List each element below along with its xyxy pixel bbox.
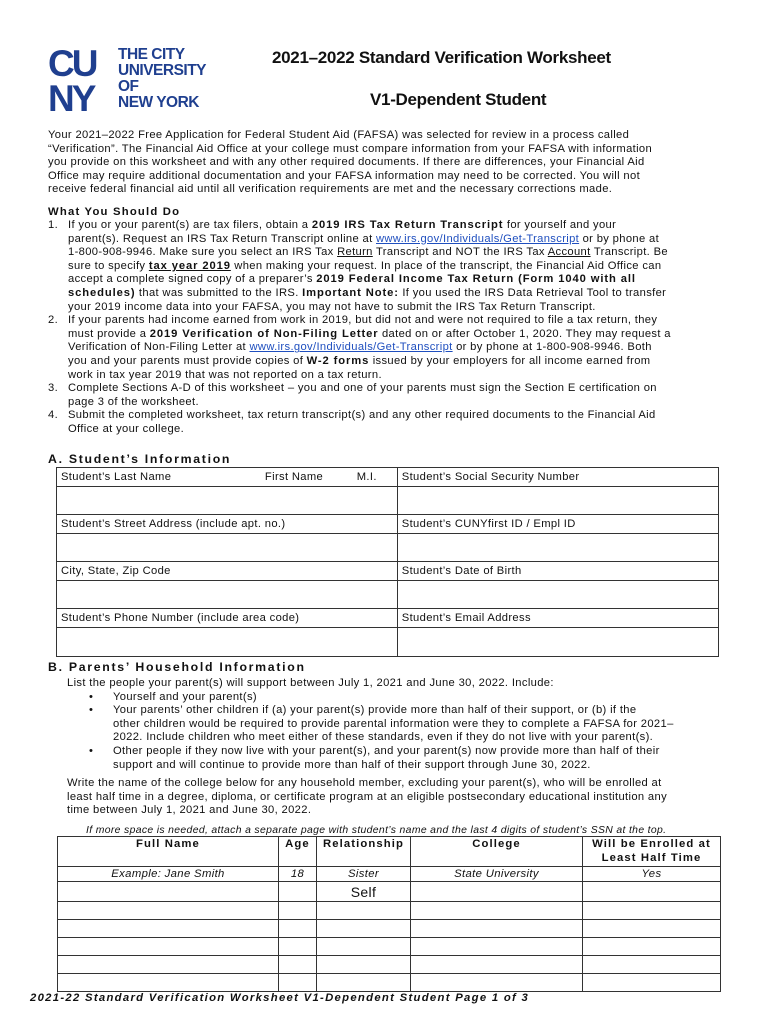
name-labels-cell xyxy=(57,468,398,487)
step-text: dated on or after October 1, 2020. They may request a xyxy=(378,327,671,340)
extra-space-note: If more space is needed, attach a separate page with student’s name and the last 4 digits of student’s SSN at the top. xyxy=(86,825,667,836)
step-text: parent(s). Request an IRS Tax Return Transcript online at xyxy=(68,232,376,245)
example-row xyxy=(58,867,721,882)
household-row-self xyxy=(58,882,721,902)
student-phone-field[interactable] xyxy=(57,628,398,657)
col-age: Age xyxy=(279,837,317,867)
household-name-field[interactable] xyxy=(58,974,279,992)
household-college-field[interactable] xyxy=(411,956,583,974)
step-number: 4. xyxy=(48,409,59,422)
step-text: your 2019 income data into your FAFSA, you may not have to submit the IRS Tax Return Transcript. xyxy=(68,300,596,313)
household-age-field[interactable] xyxy=(279,938,317,956)
step-text: when making your request. In place of the transcript, the Financial Aid Office can xyxy=(230,259,662,272)
step-bold: schedules) xyxy=(68,286,136,299)
step-1 xyxy=(48,219,671,314)
svg-text:CU: CU xyxy=(48,45,96,84)
step-text: If you used the IRS Data Retrieval Tool to transfer xyxy=(398,286,667,299)
bullet-text: support and will continue to provide more than half of their support through June 30, 2022. xyxy=(113,758,591,771)
step-bold: Important Note: xyxy=(302,286,399,299)
household-college-field[interactable] xyxy=(411,902,583,920)
step-4 xyxy=(48,409,671,436)
household-college-field[interactable] xyxy=(411,938,583,956)
bullet: • xyxy=(89,690,94,703)
bullet-text: 2022. Include children who meet either of these standards, even if they do not live with your parent(s). xyxy=(113,731,654,744)
step-text: accept a complete signed copy of a preparer’s xyxy=(68,273,317,286)
cuny-logo-wordmark xyxy=(118,47,206,111)
intro-line: receive federal financial aid until all verification requirements are met and the necessary corrections made. xyxy=(48,183,613,196)
household-enrolled-field[interactable] xyxy=(583,938,721,956)
step-bold: 2019 Verification of Non-Filing Letter xyxy=(149,327,379,340)
student-ssn-field[interactable] xyxy=(397,487,718,515)
household-enrolled-field[interactable] xyxy=(583,902,721,920)
irs-nonfiling-link[interactable]: www.irs.gov/Individuals/Get-Transcript xyxy=(249,341,453,354)
step-bold: 2019 IRS Tax Return Transcript xyxy=(311,219,504,231)
logo-line-2: UNIVERSITY xyxy=(118,62,207,79)
irs-transcript-link[interactable]: www.irs.gov/Individuals/Get-Transcript xyxy=(376,232,580,245)
step-text: Submit the completed worksheet, tax return transcript(s) and any other required documents to the Financial Aid xyxy=(68,409,656,422)
cuny-logo-mark xyxy=(48,45,112,113)
household-row xyxy=(58,920,721,938)
mi-label: M.I. xyxy=(356,471,377,483)
household-enrolled-field[interactable] xyxy=(583,920,721,938)
intro-line: Office may require additional documentation and your FAFSA information may need to be corrected. You will not xyxy=(48,169,641,182)
address-label: Student’s Street Address (include apt. no.) xyxy=(57,515,398,534)
household-row xyxy=(58,902,721,920)
logo-line-4: NEW YORK xyxy=(118,94,199,111)
household-enrolled-field[interactable] xyxy=(583,882,721,902)
last-name-label: Student’s Last Name xyxy=(61,471,172,483)
student-name-field[interactable] xyxy=(57,487,398,515)
step-text: Complete Sections A-D of this worksheet – you and one of your parents must sign the Section E certification on xyxy=(68,382,657,395)
cuny-logo xyxy=(48,45,207,115)
ssn-label: Student’s Social Security Number xyxy=(397,468,718,487)
household-name-field[interactable] xyxy=(58,902,279,920)
col-college: College xyxy=(411,837,583,867)
step-bold: W-2 forms xyxy=(306,354,370,367)
step-text: If you or your parent(s) are tax filers, obtain a xyxy=(68,219,312,231)
bullet: • xyxy=(89,704,94,717)
step-number: 2. xyxy=(48,314,59,327)
section-b-heading: B. Parents’ Household Information xyxy=(48,660,306,674)
step-text: sure to specify xyxy=(68,259,149,272)
household-age-field[interactable] xyxy=(279,956,317,974)
household-name-field[interactable] xyxy=(58,956,279,974)
household-college-field[interactable] xyxy=(411,882,583,902)
bullet-text: Other people if they now live with your parent(s), and your parent(s) now provide more than half of their xyxy=(113,744,660,757)
household-age-field[interactable] xyxy=(279,974,317,992)
svg-text:NY: NY xyxy=(48,78,94,113)
email-label: Student’s Email Address xyxy=(397,609,718,628)
household-name-field[interactable] xyxy=(58,882,279,902)
step-text: page 3 of the worksheet. xyxy=(68,395,199,408)
step-text: must provide a xyxy=(68,327,150,340)
section-a-heading: A. Student’s Information xyxy=(48,452,232,466)
household-age-field[interactable] xyxy=(279,920,317,938)
page-title: 2021–2022 Standard Verification Worksheet xyxy=(272,48,611,67)
college-instruction: time between July 1, 2021 and June 30, 2022. xyxy=(67,804,312,817)
household-row xyxy=(58,956,721,974)
college-instruction: Write the name of the college below for any household member, excluding your parent(s), who will be enrolled at xyxy=(67,777,662,790)
household-name-field[interactable] xyxy=(58,920,279,938)
household-name-field[interactable] xyxy=(58,938,279,956)
step-text: or by phone at xyxy=(579,232,660,245)
first-name-label: First Name xyxy=(264,471,324,483)
phone-label: Student’s Phone Number (include area code) xyxy=(57,609,398,628)
example-name: Example: Jane Smith xyxy=(58,867,279,882)
step-text: Office at your college. xyxy=(68,422,185,435)
example-relationship: Sister xyxy=(317,867,411,882)
household-relationship-field[interactable] xyxy=(317,920,411,938)
household-enrolled-field[interactable] xyxy=(583,956,721,974)
section-b-instructions xyxy=(67,677,674,818)
example-college: State University xyxy=(411,867,583,882)
household-relationship-field[interactable] xyxy=(317,956,411,974)
student-email-field[interactable] xyxy=(397,628,718,657)
household-relationship-self: Self xyxy=(317,882,411,902)
step-text: you and your parents must provide copies of xyxy=(68,354,307,367)
dob-label: Student’s Date of Birth xyxy=(397,562,718,581)
step-underline: Return xyxy=(337,246,373,259)
intro-line: “Verification”. The Financial Aid Office at your college must compare information from your FAFSA with information xyxy=(48,142,653,155)
bullet-text: other children would be required to provide parental information were they to complete a FAFSA for 2021– xyxy=(113,717,674,730)
student-dob-field[interactable] xyxy=(397,581,718,609)
col-relationship: Relationship xyxy=(317,837,411,867)
intro-paragraph xyxy=(48,129,652,197)
page-subtitle: V1-Dependent Student xyxy=(370,90,547,109)
logo-line-1: THE CITY xyxy=(118,46,185,63)
col-full-name: Full Name xyxy=(58,837,279,867)
step-text: Verification of Non-Filing Letter at xyxy=(68,341,250,354)
household-table xyxy=(57,836,721,992)
cunyfirst-label: Student’s CUNYfirst ID / Empl ID xyxy=(397,515,718,534)
household-row xyxy=(58,974,721,992)
household-age-field[interactable] xyxy=(279,882,317,902)
household-relationship-field[interactable] xyxy=(317,974,411,992)
col-enrolled-line: Will be Enrolled at xyxy=(592,838,711,850)
household-age-field[interactable] xyxy=(279,902,317,920)
steps-list xyxy=(48,219,671,437)
household-enrolled-field[interactable] xyxy=(583,974,721,992)
col-enrolled xyxy=(583,837,721,867)
step-text: that was submitted to the IRS. xyxy=(135,286,303,299)
household-college-field[interactable] xyxy=(411,920,583,938)
intro-line: Your 2021–2022 Free Application for Federal Student Aid (FAFSA) was selected for review in a process called xyxy=(48,129,630,141)
step-text: for yourself and your xyxy=(503,219,617,231)
step-3 xyxy=(48,382,671,409)
student-cunyfirst-field[interactable] xyxy=(397,534,718,562)
step-bold: 2019 Federal Income Tax Return (Form 1040 with all xyxy=(316,273,636,286)
step-text: issued by your employers for all income earned from xyxy=(369,354,651,367)
step-text: or by phone at 1-800-908-9946. Both xyxy=(452,341,652,354)
step-number: 1. xyxy=(48,219,59,231)
bullet-text: Your parents’ other children if (a) your parent(s) provide more than half of their support, or (b) if the xyxy=(113,704,637,717)
step-bold-underline: tax year 2019 xyxy=(148,259,231,272)
step-2 xyxy=(48,314,671,382)
student-address-field[interactable] xyxy=(57,534,398,562)
example-enrolled: Yes xyxy=(583,867,721,882)
step-text: 1-800-908-9946. Make sure you select an IRS Tax xyxy=(68,246,338,259)
page-footer: 2021-22 Standard Verification Worksheet V1-Dependent Student Page 1 of 3 xyxy=(30,992,530,1004)
city-label: City, State, Zip Code xyxy=(57,562,398,581)
college-instruction: least half time in a degree, diploma, or certificate program at an eligible postsecondary educational institution any xyxy=(67,790,668,803)
bullet: • xyxy=(89,744,94,757)
step-text: Transcript. Be xyxy=(590,246,668,259)
what-you-should-do-heading: What You Should Do xyxy=(48,206,181,218)
bullet-text: Yourself and your parent(s) xyxy=(113,690,257,703)
household-college-field[interactable] xyxy=(411,974,583,992)
household-row xyxy=(58,938,721,956)
household-relationship-field[interactable] xyxy=(317,902,411,920)
step-text: Transcript and NOT the IRS Tax xyxy=(372,246,548,259)
student-city-field[interactable] xyxy=(57,581,398,609)
intro-line: you provide on this worksheet and with any other required documents. If there are differences, your Financial Aid xyxy=(48,156,645,169)
step-underline: Account xyxy=(547,246,591,259)
step-number: 3. xyxy=(48,382,59,395)
step-text: If your parents had income earned from work in 2019, but did not and were not required to file a tax return, they xyxy=(68,314,658,327)
household-relationship-field[interactable] xyxy=(317,938,411,956)
col-enrolled-line: Least Half Time xyxy=(601,852,702,864)
student-info-table xyxy=(56,467,719,657)
section-b-lead: List the people your parent(s) will support between July 1, 2021 and June 30, 2022. Include: xyxy=(67,677,554,689)
logo-line-3: OF xyxy=(118,78,139,95)
example-age: 18 xyxy=(279,867,317,882)
step-text: work in tax year 2019 that was not reported on a tax return. xyxy=(68,368,382,381)
